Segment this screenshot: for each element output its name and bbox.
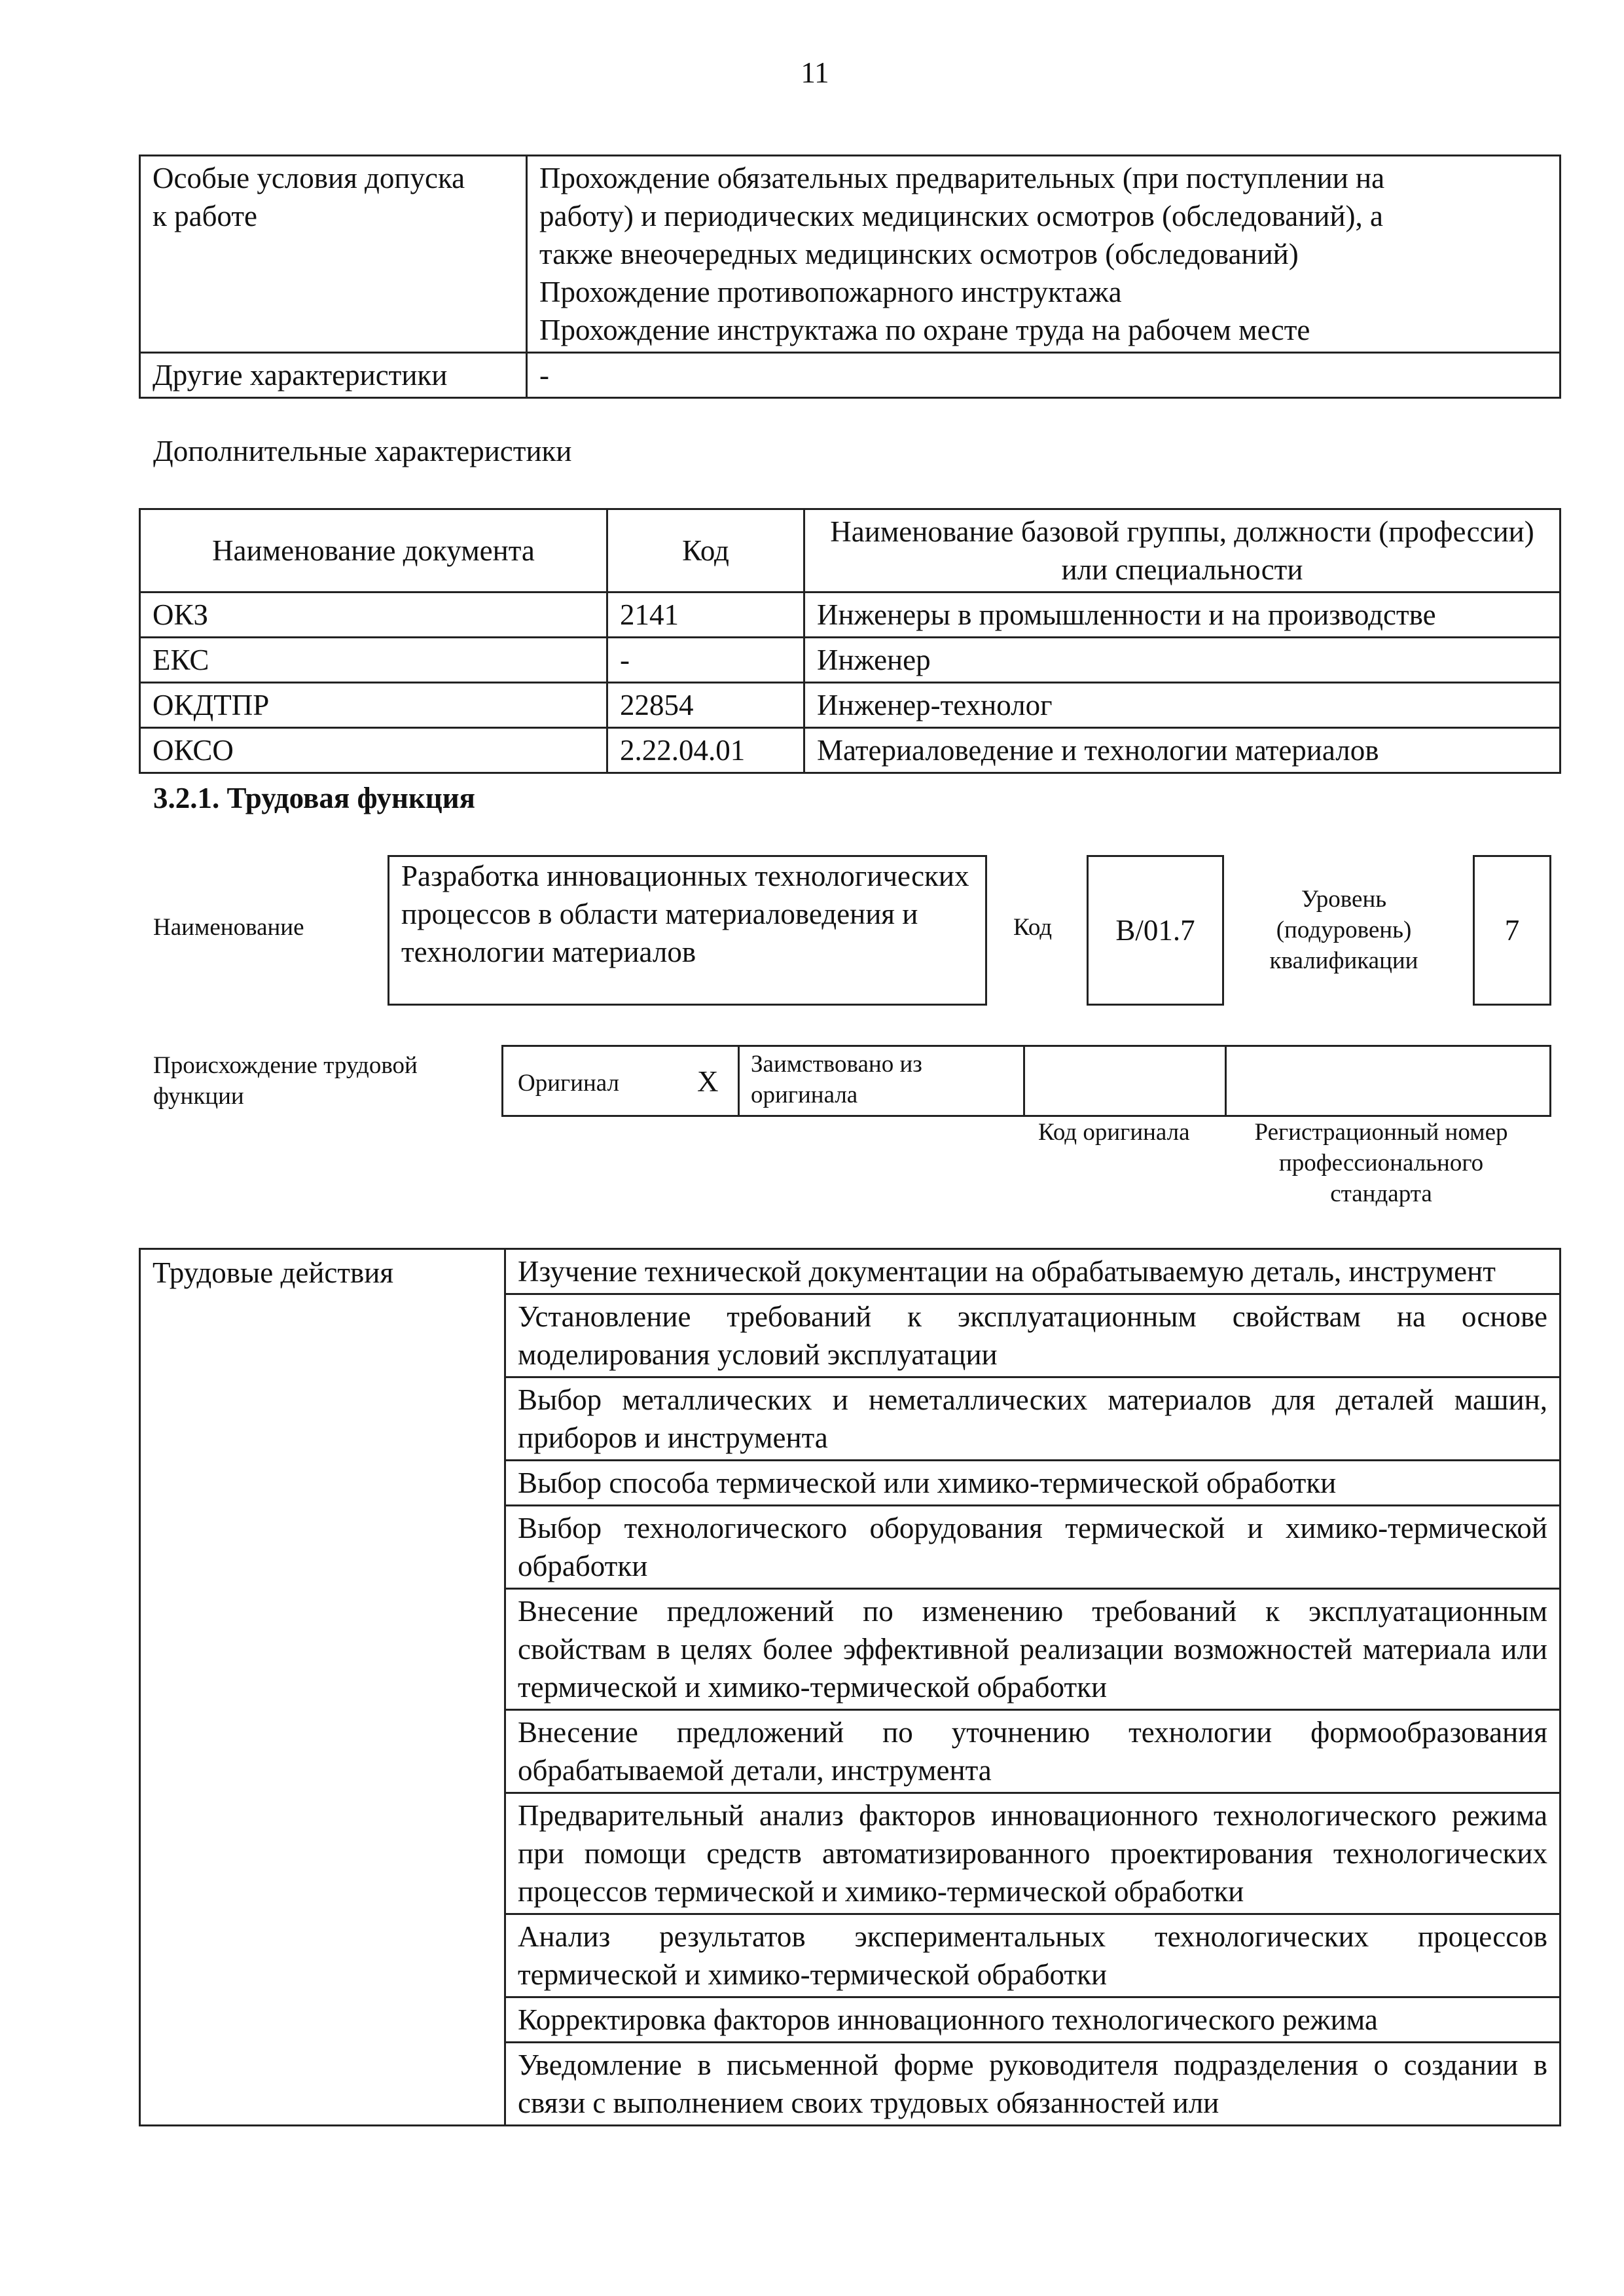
action-item: Уведомление в письменной форме руководителя подразделения о создании в связи с выполнением своих трудовых обязанностей или	[505, 2043, 1561, 2126]
condition-label: Другие характеристики	[140, 353, 527, 398]
column-header: Код	[607, 509, 804, 592]
table-cell: Инженеры в промышленности и на производстве	[804, 592, 1561, 638]
actions-label: Трудовые действия	[140, 1249, 505, 2126]
section-heading: 3.2.1. Трудовая функция	[153, 782, 476, 814]
original-mark: X	[697, 1065, 719, 1098]
action-item: Выбор технологического оборудования термической и химико-термической обработки	[505, 1506, 1561, 1589]
conditions-table	[139, 155, 1561, 399]
origin-label: Происхождение трудовой функции	[153, 1052, 418, 1110]
additional-table	[139, 508, 1561, 774]
level-value: 7	[1504, 914, 1520, 947]
table-cell: Инженер-технолог	[804, 683, 1561, 728]
table-cell: ОКДТПР	[140, 683, 607, 728]
cell-divider	[1023, 1047, 1025, 1115]
name-label: Наименование	[153, 914, 304, 941]
condition-value: Прохождение обязательных предварительных (при поступлении на работу) и периодических медицинских осмотров (обследований), а также внеочередных медицинских осмотров (обследований) Прохождение противопожарного инструктажа Прохождение инструктажа по охране труда на рабочем месте	[527, 156, 1561, 353]
actions-table	[139, 1248, 1561, 2126]
column-header: Наименование базовой группы, должности (профессии) или специальности	[804, 509, 1561, 592]
level-box	[1473, 855, 1551, 1006]
table-cell: ОКЗ	[140, 592, 607, 638]
condition-label: Особые условия допуска к работе	[140, 156, 527, 353]
table-cell: Материаловедение и технологии материалов	[804, 728, 1561, 773]
action-item: Анализ результатов экспериментальных технологических процессов термической и химико-термической обработки	[505, 1914, 1561, 1997]
action-item: Выбор металлических и неметаллических материалов для деталей машин, приборов и инструмента	[505, 1377, 1561, 1461]
code-original-caption: Код оригинала	[1038, 1119, 1190, 1146]
table-cell: ЕКС	[140, 638, 607, 683]
function-name-box	[388, 855, 987, 1006]
action-item: Корректировка факторов инновационного технологического режима	[505, 1997, 1561, 2043]
table-row	[140, 156, 1561, 353]
cell-divider	[738, 1047, 740, 1115]
table-cell: ОКСО	[140, 728, 607, 773]
action-item: Предварительный анализ факторов инновационного технологического режима при помощи средств автоматизированного проектирования технологических процессов термической и химико-термической обработки	[505, 1793, 1561, 1914]
table-cell: 22854	[607, 683, 804, 728]
origin-table	[501, 1045, 1551, 1117]
table-row	[140, 592, 1561, 638]
page-number: 11	[801, 56, 829, 89]
table-row	[140, 1249, 1561, 1294]
borrowed-label: Заимствовано из оригинала	[751, 1051, 922, 1108]
condition-value: -	[527, 353, 1561, 398]
action-item: Выбор способа термической или химико-термической обработки	[505, 1461, 1561, 1506]
table-header-row	[140, 509, 1561, 592]
table-cell: 2141	[607, 592, 804, 638]
table-row	[140, 728, 1561, 773]
table-row	[140, 683, 1561, 728]
reg-number-caption: Регистрационный номер профессионального стандарта	[1254, 1119, 1508, 1207]
code-box	[1087, 855, 1224, 1006]
action-item: Внесение предложений по изменению требований к эксплуатационным свойствам в целях более эффективной реализации возможностей материала или термической и химико-термической обработки	[505, 1589, 1561, 1710]
cell-divider	[1225, 1047, 1227, 1115]
action-item: Внесение предложений по уточнению технологии формообразования обрабатываемой детали, инструмента	[505, 1710, 1561, 1793]
level-label: Уровень (подуровень) квалификации	[1269, 886, 1418, 974]
column-header: Наименование документа	[140, 509, 607, 592]
table-row	[140, 638, 1561, 683]
additional-heading: Дополнительные характеристики	[153, 435, 572, 467]
original-label: Оригинал	[518, 1070, 620, 1097]
table-cell: Инженер	[804, 638, 1561, 683]
code-value: B/01.7	[1115, 914, 1195, 947]
action-item: Изучение технической документации на обрабатываемую деталь, инструмент	[505, 1249, 1561, 1294]
action-item: Установление требований к эксплуатационным свойствам на основе моделирования условий эксплуатации	[505, 1294, 1561, 1377]
function-name: Разработка инновационных технологических процессов в области материаловедения и технологии материалов	[401, 860, 969, 968]
table-cell: -	[607, 638, 804, 683]
table-cell: 2.22.04.01	[607, 728, 804, 773]
code-label: Код	[1013, 914, 1053, 941]
table-row	[140, 353, 1561, 398]
